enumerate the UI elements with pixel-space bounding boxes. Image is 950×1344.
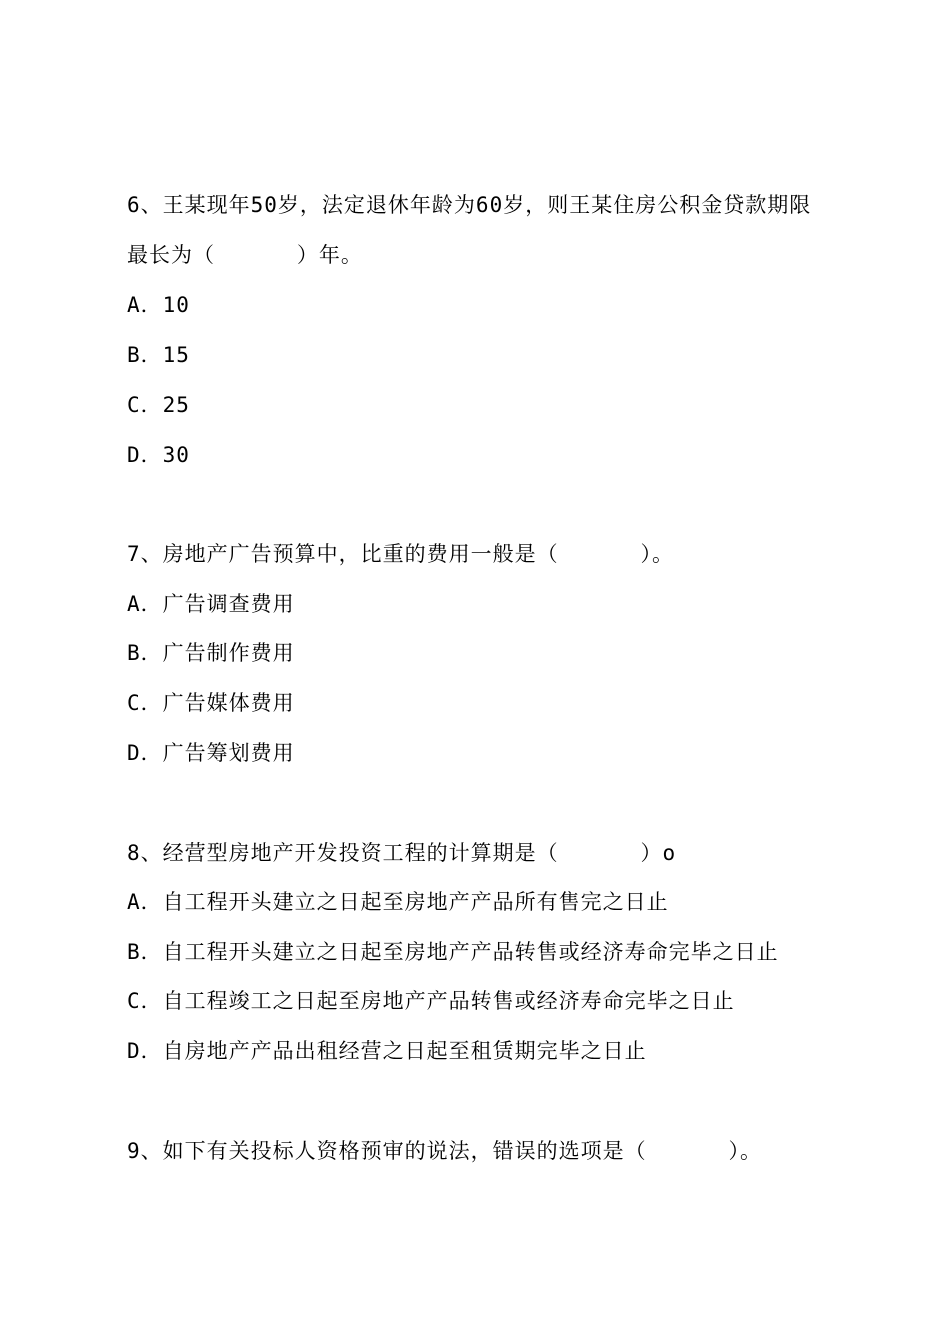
question-6-option-b: B．15 bbox=[127, 343, 190, 367]
question-9-stem: 9、如下有关投标人资格预审的说法，错误的选项是（ ）。 bbox=[127, 1139, 762, 1163]
question-8-option-a: A．自工程开头建立之日起至房地产产品所有售完之日止 bbox=[127, 890, 669, 914]
question-7-option-c: C．广告媒体费用 bbox=[127, 691, 295, 715]
question-8-option-b: B．自工程开头建立之日起至房地产产品转售或经济寿命完毕之日止 bbox=[127, 940, 779, 964]
question-6-stem-line-1: 6、王某现年50岁，法定退休年龄为60岁，则王某住房公积金贷款期限 bbox=[127, 193, 812, 217]
question-8-option-d: D．自房地产产品出租经营之日起至租赁期完毕之日止 bbox=[127, 1039, 647, 1063]
question-6-option-c: C．25 bbox=[127, 393, 190, 417]
question-7-option-a: A．广告调查费用 bbox=[127, 592, 295, 616]
question-8-stem: 8、经营型房地产开发投资工程的计算期是（ ）o bbox=[127, 841, 677, 865]
question-7-stem: 7、房地产广告预算中，比重的费用一般是（ ）。 bbox=[127, 542, 674, 566]
question-8-option-c: C．自工程竣工之日起至房地产产品转售或经济寿命完毕之日止 bbox=[127, 989, 735, 1013]
question-6-option-a: A．10 bbox=[127, 293, 190, 317]
question-6-stem-line-2: 最长为（ ）年。 bbox=[127, 243, 363, 267]
question-7-option-d: D．广告筹划费用 bbox=[127, 741, 295, 765]
question-7-option-b: B．广告制作费用 bbox=[127, 641, 295, 665]
question-6-option-d: D．30 bbox=[127, 443, 190, 467]
